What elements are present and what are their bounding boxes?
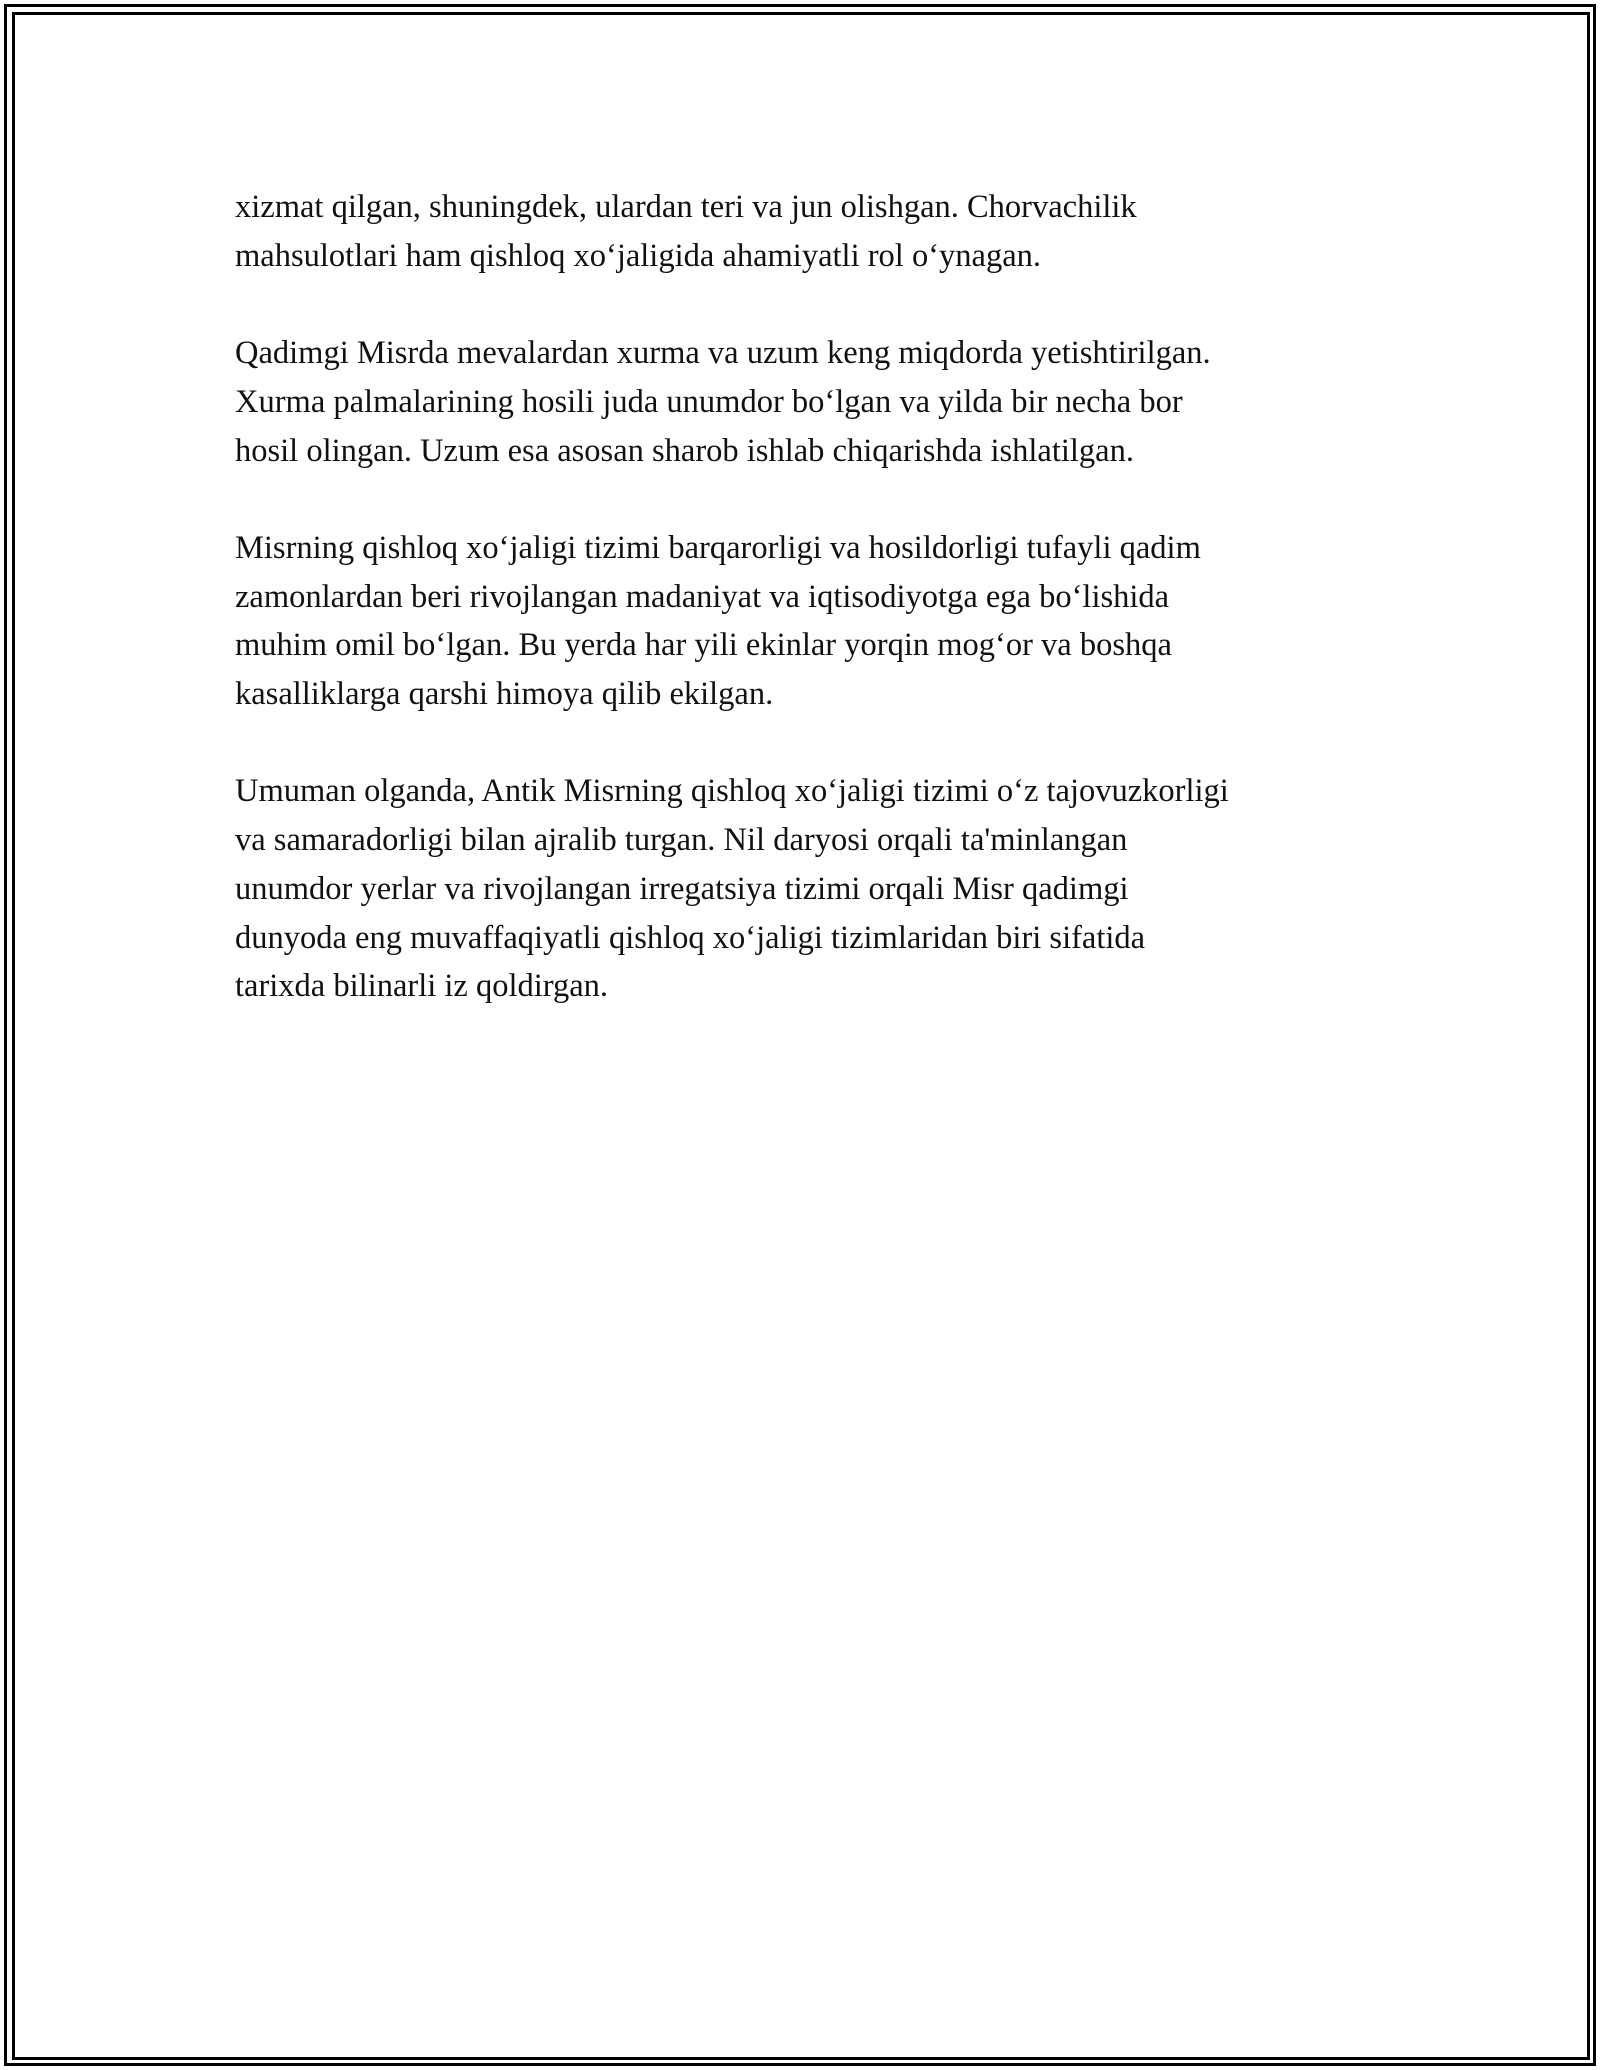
paragraph-fruits: Qadimgi Misrda mevalardan xurma va uzum keng miqdorda yetishtirilgan. Xurma palmalarining hosili juda unumdor bo‘lgan va yilda bir necha bor hosil olingan. Uzum esa asosan sharob ishlab chiqarishda ishlatilgan. <box>235 335 1211 469</box>
paragraph-stability: Misrning qishloq xo‘jaligi tizimi barqarorligi va hosildorligi tufayli qadim zamonlardan beri rivojlangan madaniyat va iqtisodiyotga ega bo‘lishida muhim omil bo‘lgan. Bu yerda har yili ekinlar yorqin mog‘or va boshqa kasalliklarga qarshi himoya qilib ekilgan. <box>235 529 1201 712</box>
paragraph-conclusion: Umuman olganda, Antik Misrning qishloq xo‘jaligi tizimi o‘z tajovuzkorligi va samaradorligi bilan ajralib turgan. Nil daryosi orqali ta'minlangan unumdor yerlar va rivojlangan irregatsiya tizimi orqali Misr qadimgi dunyoda eng muvaffaqiyatli qishloq xo‘jaligi tizimlaridan biri sifatida tarixda bilinarli iz qoldirgan. <box>235 773 1229 1005</box>
paragraph-livestock: xizmat qilgan, shuningdek, ulardan teri va jun olishgan. Chorvachilik mahsulotlari ham qishloq xo‘jaligida ahamiyatli rol o‘ynagan. <box>235 189 1137 274</box>
document-body <box>235 183 1395 1060</box>
